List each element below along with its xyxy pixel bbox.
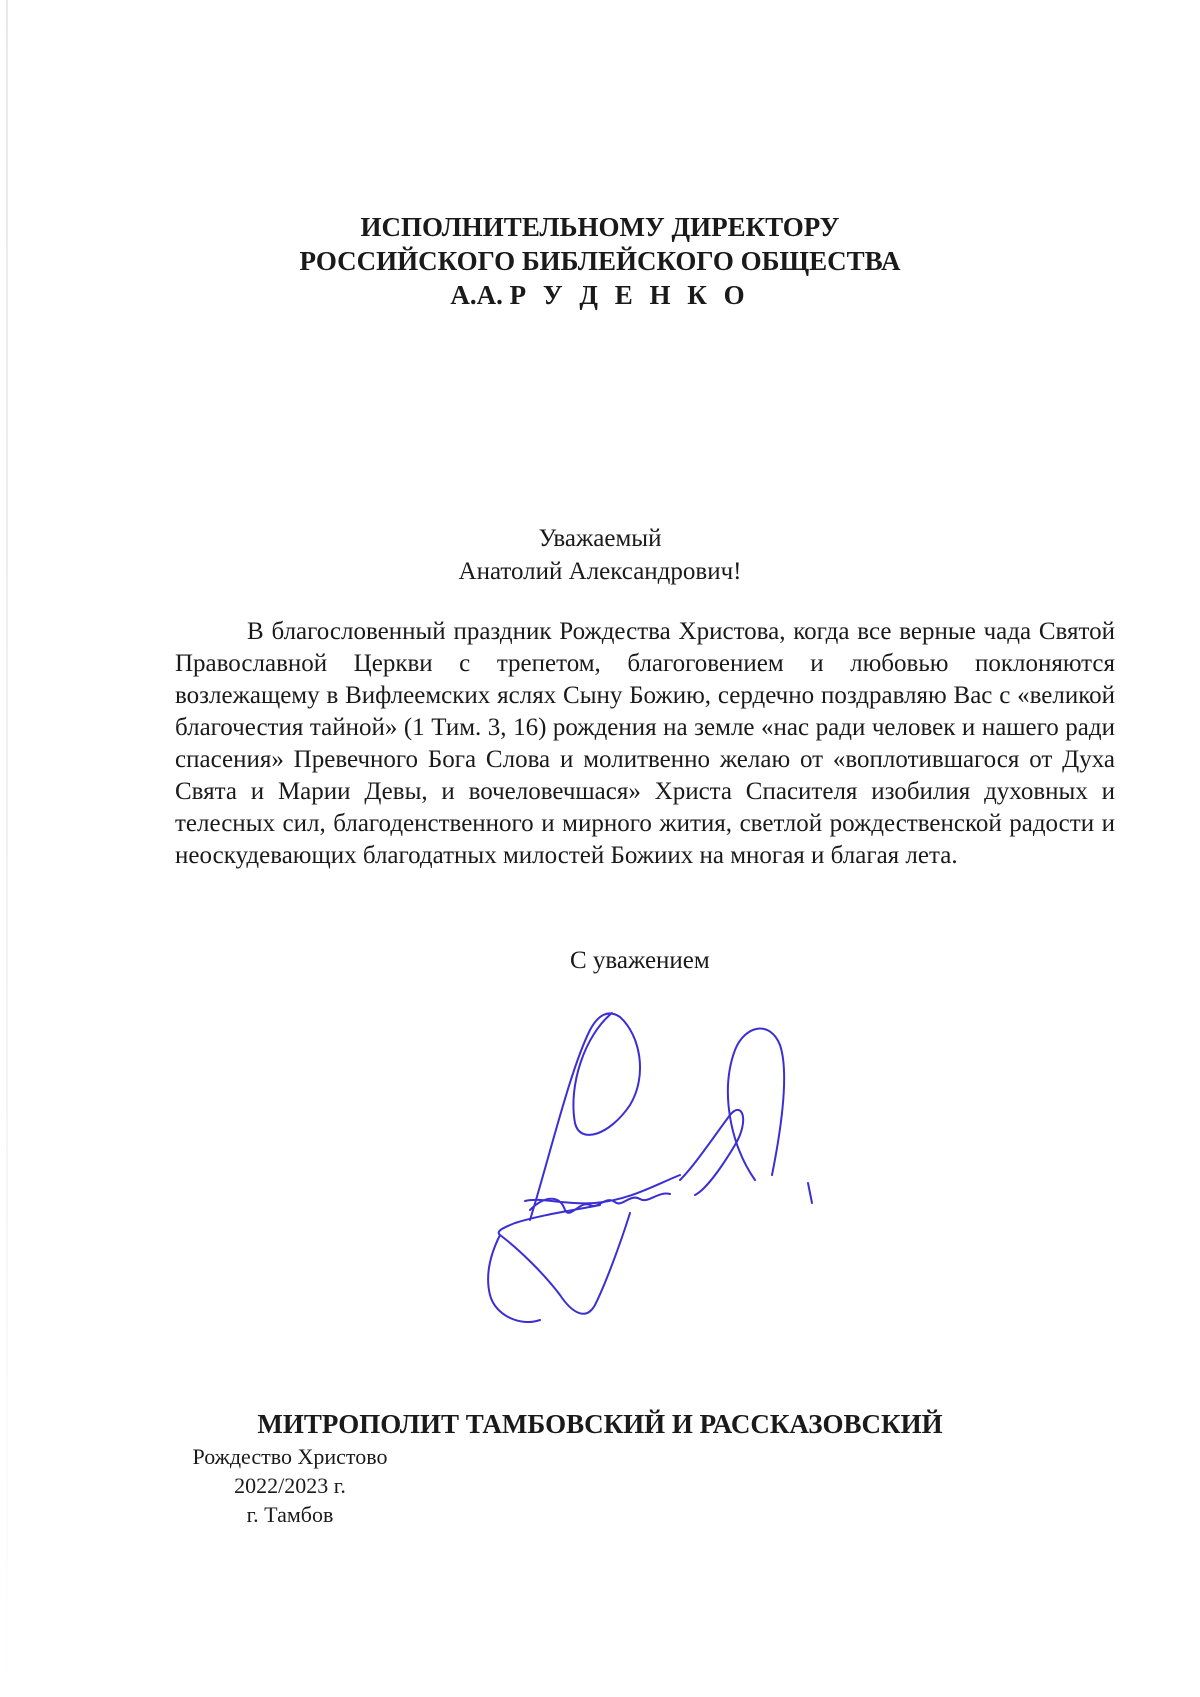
handwritten-signature (480, 1005, 850, 1340)
salutation-line-1: Уважаемый (538, 525, 662, 552)
signatory-title: МИТРОПОЛИТ ТАМБОВСКИЙ И РАССКАЗОВСКИЙ (257, 1409, 943, 1439)
footer-occasion: Рождество Христово (192, 1444, 388, 1469)
addressee-surname: Р У Д Е Н К О (509, 280, 750, 310)
addressee-position: ИСПОЛНИТЕЛЬНОМУ ДИРЕКТОРУ (360, 212, 840, 242)
footer-city: г. Тамбов (246, 1502, 334, 1527)
addressee-name (0, 278, 1200, 312)
closing-regards: С уважением (570, 947, 710, 974)
salutation (0, 522, 1200, 588)
addressee-organization: РОССИЙСКОГО БИБЛЕЙСКОГО ОБЩЕСТВА (299, 246, 901, 276)
salutation-line-2: Анатолий Александрович! (458, 558, 742, 585)
greeting-paragraph: В благословенный праздник Рождества Христова, когда все верные чада Святой Православной Церкви с трепетом, благоговением и любовью поклоняются возлежащему в Вифлеемских яслях Сыну Божию, сердечно поздравляю Вас с «великой благочестия тайной» (1 Тим. 3, 16) рождения на земле «нас ради человек и нашего ради спасения» Превечного Бога Слова и молитвенно желаю от «воплотившагося от Духа Свята и Марии Девы, и вочеловечшася» Христа Спасителя изобилия духовных и телесных сил, благоденственного и мирного жития, светлой рождественской радости и неоскудевающих благодатных милостей Божиих на многая и благая лета. (175, 618, 1115, 869)
addressee-block (0, 210, 1200, 312)
footer-block (165, 1442, 415, 1529)
addressee-initials: А.А. (450, 280, 503, 310)
footer-year: 2022/2023 г. (234, 1473, 346, 1498)
